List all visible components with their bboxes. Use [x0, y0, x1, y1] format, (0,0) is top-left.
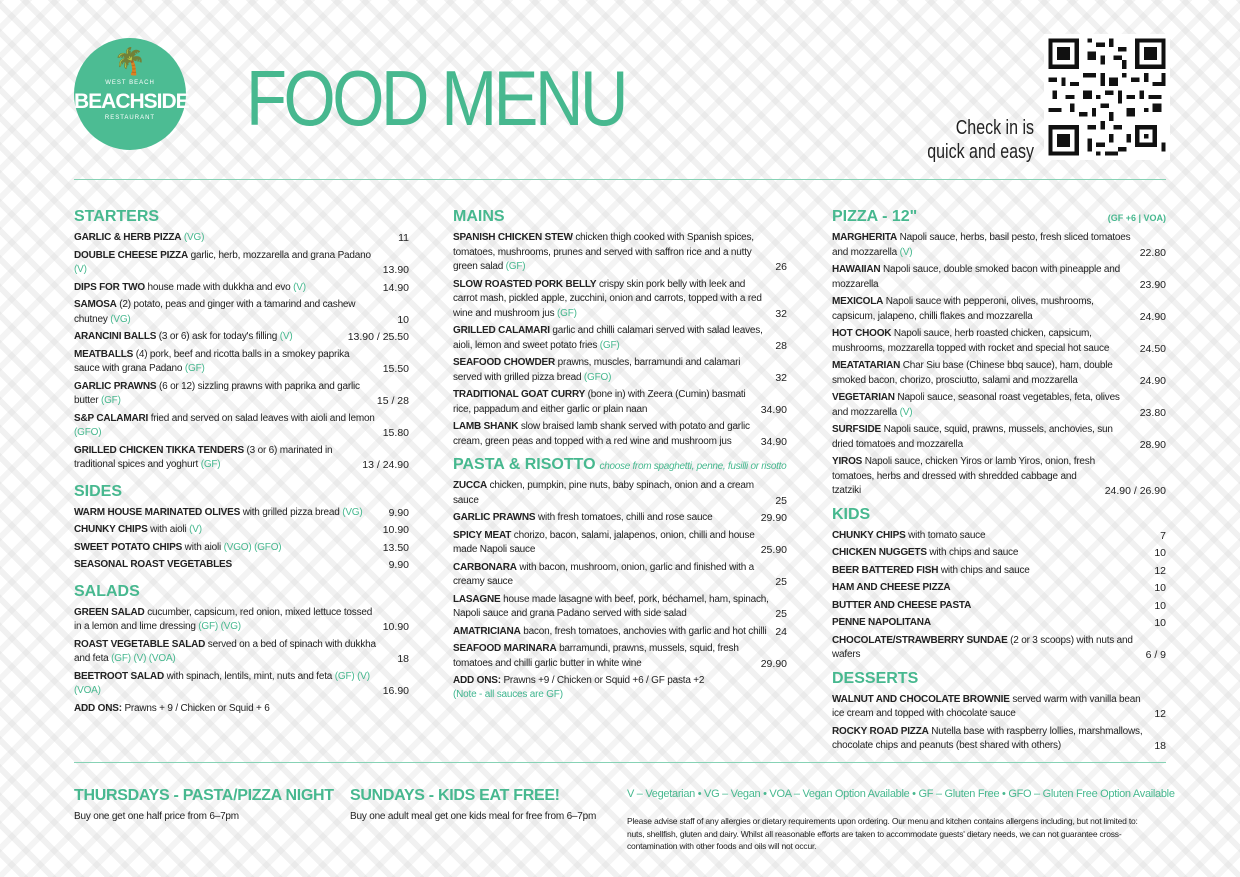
menu-item-detail: fried and served on salad leaves with aioli and lemon: [150, 412, 375, 424]
menu-item-price: 34.90: [760, 435, 787, 448]
menu-item-description: [832, 529, 1160, 544]
menu-item-name: GRILLED CHICKEN TIKKA TENDERS: [74, 444, 244, 456]
menu-item-price: 18: [397, 653, 409, 665]
section-heading-pizza: [832, 205, 1166, 231]
promo-thursday-text: Buy one get one half price from 6–7pm: [74, 811, 239, 822]
menu-item: [74, 541, 409, 556]
menu-item: [74, 523, 409, 538]
menu-item-detail: Napoli sauce, double smoked bacon with pineapple and mozzarella: [832, 264, 1120, 290]
menu-item: [453, 278, 787, 322]
menu-item-description: [453, 388, 761, 417]
menu-item-description: [453, 231, 775, 275]
menu-item: [74, 444, 409, 473]
dietary-tag: (V): [293, 281, 306, 293]
menu-item-description: [74, 249, 383, 278]
promo-thursday-heading: THURSDAYS - PASTA/PIZZA NIGHT: [74, 787, 334, 804]
menu-item-price: 13.90 / 25.50: [347, 331, 409, 343]
menu-item-name: MEATBALLS: [74, 348, 134, 360]
menu-item-detail: with fresh tomatoes, chilli and rose sauce: [538, 512, 713, 523]
menu-item-detail: Napoli sauce, seasonal roast vegetables, feta, olives and mozzarella: [832, 392, 1120, 418]
menu-item-name: SWEET POTATO CHIPS: [74, 541, 183, 553]
menu-item-name: SEAFOOD CHOWDER: [453, 357, 556, 368]
menu-item-detail: Napoli sauce, herbs, basil pesto, fresh sliced tomatoes and mozzarella: [832, 232, 1131, 258]
menu-item: [832, 634, 1166, 663]
section-heading-kids: KIDS: [832, 505, 871, 523]
menu-item-price: 16.90: [382, 685, 409, 697]
menu-item-name: YIROS: [832, 456, 863, 467]
menu-item-detail: chicken thigh cooked with Spanish spices, tomatoes, mushrooms, prunes and served with saffron rice and a nutty green salad: [453, 232, 754, 272]
menu-item: [832, 231, 1166, 260]
menu-item-name: BEETROOT SALAD: [74, 670, 164, 682]
column-middle: [453, 205, 787, 702]
menu-item: [832, 263, 1166, 292]
menu-item-price: 9.90: [388, 559, 409, 571]
dietary-tag: (GF) (VG): [198, 621, 241, 632]
dietary-tag: (GFO): [74, 427, 102, 438]
menu-item-detail: garlic, herb, mozzarella and grana Padano: [190, 249, 371, 261]
menu-item-detail: (6 or 12) sizzling prawns with paprika and garlic butter: [74, 380, 360, 406]
menu-item-name: BUTTER AND CHEESE PASTA: [832, 599, 972, 611]
menu-item: [832, 581, 1166, 596]
menu-item-detail: served on a bed of spinach with dukkha and feta: [74, 638, 376, 664]
menu-item-detail: house made with dukkha and evo: [147, 281, 291, 293]
menu-item: [74, 281, 409, 296]
menu-item-price: 26: [775, 261, 787, 273]
desserts-list: [832, 693, 1166, 754]
menu-item-price: 23.90: [1139, 278, 1166, 291]
menu-item-name: PENNE NAPOLITANA: [832, 617, 931, 628]
menu-item-price: 28.90: [1139, 438, 1166, 451]
qr-code-icon[interactable]: [1044, 34, 1170, 160]
menu-item-name: ARANCINI BALLS: [74, 331, 157, 342]
column-right: [832, 205, 1166, 757]
menu-item: [74, 606, 409, 635]
menu-item: [453, 479, 787, 508]
menu-item-description: [74, 231, 398, 246]
menu-item: [832, 391, 1166, 420]
salads-list: [74, 606, 409, 699]
dietary-tag: (V): [899, 406, 913, 418]
menu-item-detail: garlic and chilli calamari served with salad leaves, aioli, lemon and sweet potato fries: [453, 325, 763, 351]
pasta-list: [453, 479, 787, 671]
section-heading-desserts: DESSERTS: [832, 669, 919, 687]
menu-item-description: [453, 278, 775, 322]
menu-item-price: 12: [1154, 708, 1166, 720]
starters-list: [74, 231, 409, 473]
menu-item: [832, 295, 1166, 324]
menu-item-name: LASAGNE: [453, 593, 501, 605]
menu-item-price: 25: [775, 608, 787, 620]
menu-item-price: 10.90: [382, 524, 409, 536]
logo-name: BEACHSIDE: [74, 90, 189, 113]
menu-item-price: 13.50: [382, 541, 409, 554]
menu-item-detail: with spinach, lentils, mint, nuts and feta: [166, 670, 333, 682]
menu-item: [74, 298, 409, 327]
menu-item-price: 15.80: [382, 427, 409, 439]
menu-item-description: [453, 420, 761, 449]
menu-item-detail: Char Siu base (Chinese bbq sauce), ham, double smoked bacon, chorizo, prosciutto, salami and mozzarella: [832, 360, 1113, 386]
menu-item-description: [453, 324, 775, 353]
menu-item-detail: Napoli sauce, herb roasted chicken, capsicum, mushrooms, mozzarella topped with rocket and special hot sauce: [832, 328, 1110, 354]
menu-item-name: HAWAIIAN: [832, 264, 881, 275]
menu-item-name: LAMB SHANK: [453, 421, 519, 432]
menu-item-description: [832, 599, 1154, 614]
allergy-disclaimer: Please advise staff of any allergies or dietary requirements upon ordering. Our menu and kitchen contains allergens including, but not limited to: nuts, shellfish, gluten and dairy. Whilst all reasonable efforts are taken to accommodate guests' dietary needs, we can not guarantee cross-contamination with other foods and oils will not occur.: [627, 816, 1138, 851]
menu-item-description: [74, 606, 383, 635]
dietary-tag: (VG): [110, 313, 131, 325]
dietary-tag: (VG): [342, 506, 363, 518]
dietary-tag: (V): [279, 331, 293, 342]
menu-item: [453, 324, 787, 353]
menu-item: [832, 529, 1166, 544]
dietary-tag: (GF): [505, 261, 526, 272]
menu-item-detail: Napoli sauce, chicken Yiros or lamb Yiros, onion, fresh tomatoes, herbs and dressed with shredded cabbage and tzatziki: [832, 456, 1095, 496]
menu-item-name: MEATATARIAN: [832, 360, 901, 371]
addons-text: Prawns + 9 / Chicken or Squid + 6: [124, 702, 270, 714]
menu-item: [832, 423, 1166, 452]
menu-item: [453, 420, 787, 449]
dietary-tag: (GF) (V) (VOA): [74, 670, 370, 696]
menu-item-detail: with bacon, mushroom, onion, garlic and finished with a creamy sauce: [453, 561, 755, 587]
pasta-addons: [453, 674, 787, 688]
menu-item-name: SURFSIDE: [832, 424, 881, 435]
dietary-tag: (GF): [599, 339, 620, 351]
menu-item-detail: with chips and sauce: [929, 547, 1019, 558]
promo-thursday: [74, 787, 334, 822]
menu-item: [74, 330, 409, 345]
menu-item-price: 28: [775, 339, 787, 352]
menu-item-price: 12: [1154, 564, 1166, 577]
menu-item-detail: (2) potato, peas and ginger with a tamarind and cashew chutney: [74, 299, 356, 325]
dietary-tag: (GFO): [583, 371, 612, 383]
menu-item-name: ROAST VEGETABLE SALAD: [74, 638, 206, 650]
dietary-tag: (V): [74, 264, 87, 275]
menu-item-description: [832, 634, 1146, 663]
menu-item-description: [74, 670, 383, 699]
menu-item-name: MARGHERITA: [832, 232, 898, 243]
menu-item-detail: (4) pork, beef and ricotta balls in a smokey paprika sauce with grana Padano: [74, 348, 350, 374]
menu-item-description: [74, 558, 389, 573]
dietary-tag: (VG): [183, 232, 205, 243]
menu-item: [453, 642, 787, 671]
menu-item: [832, 693, 1166, 722]
menu-item-name: HAM AND CHEESE PIZZA: [832, 582, 951, 593]
checkin-line-2: quick and easy: [927, 141, 1034, 163]
menu-item-detail: (2 or 3 scoops) with nuts and wafers: [832, 634, 1133, 660]
menu-item: [832, 359, 1166, 388]
menu-item: [832, 725, 1166, 754]
menu-item: [74, 380, 409, 409]
menu-item-name: GARLIC PRAWNS: [74, 380, 157, 392]
restaurant-logo: [74, 38, 189, 150]
menu-item-detail: cucumber, capsicum, red onion, mixed lettuce tossed in a lemon and lime dressing: [74, 606, 373, 632]
menu-item-detail: barramundi, prawns, mussels, squid, fresh tomatoes and chilli garlic butter in white wine: [453, 643, 739, 669]
menu-item-price: 24.90 / 26.90: [1104, 485, 1166, 497]
bottom-divider: [74, 762, 1166, 763]
column-left: [74, 205, 409, 716]
menu-item-detail: with aioli: [150, 524, 187, 535]
menu-item-price: 13 / 24.90: [362, 459, 409, 471]
menu-item-detail: with tomato sauce: [908, 529, 986, 541]
menu-item-price: 6 / 9: [1145, 649, 1166, 661]
menu-item-name: DOUBLE CHEESE PIZZA: [74, 249, 188, 261]
menu-item-detail: served warm with vanilla bean ice cream and topped with chocolate sauce: [832, 693, 1141, 719]
top-divider: [74, 179, 1166, 180]
menu-item-price: 25: [775, 494, 787, 507]
menu-item-name: CHUNKY CHIPS: [74, 524, 148, 535]
menu-item-name: MEXICOLA: [832, 296, 884, 307]
menu-item-price: 10: [397, 313, 409, 326]
menu-item: [453, 356, 787, 385]
menu-item-price: 32: [775, 371, 787, 384]
menu-item-price: 10: [1154, 547, 1166, 559]
menu-item-price: 7: [1160, 529, 1166, 542]
addons-label: ADD ONS:: [74, 702, 122, 714]
section-heading-starters: STARTERS: [74, 208, 160, 225]
menu-item-name: WALNUT AND CHOCOLATE BROWNIE: [832, 693, 1010, 705]
menu-item-name: DIPS FOR TWO: [74, 281, 145, 293]
menu-item-detail: slow braised lamb shank served with potato and garlic cream, green peas and topped with a red wine and mushroom jus: [453, 421, 750, 447]
dietary-tag: (GF) (V) (VOA): [111, 653, 176, 664]
menu-item-description: [832, 423, 1140, 452]
menu-item: [74, 638, 409, 667]
menu-item-detail: house made lasagne with beef, pork, béchamel, ham, spinach, Napoli sauce and grana Padano served with side salad: [453, 593, 769, 619]
menu-item-description: [832, 693, 1154, 722]
menu-item: [453, 561, 787, 590]
menu-item-detail: with grilled pizza bread: [242, 506, 340, 518]
menu-item-description: [74, 380, 377, 409]
menu-item-name: BEER BATTERED FISH: [832, 564, 939, 576]
menu-item-price: 10: [1154, 617, 1166, 629]
menu-item-description: [74, 348, 383, 377]
menu-item-detail: Nutella base with raspberry lollies, marshmallows, chocolate chips and peanuts (best shared with others): [832, 725, 1143, 751]
pizza-list: [832, 231, 1166, 499]
menu-item: [74, 249, 409, 278]
palm-tree-icon: 🌴: [113, 46, 147, 76]
menu-item-description: [74, 523, 383, 538]
menu-item-description: [832, 581, 1154, 596]
dietary-tag: (GF): [100, 395, 121, 406]
menu-item-price: 34.90: [760, 403, 787, 416]
menu-item-price: 29.90: [760, 512, 787, 524]
menu-item-name: CHUNKY CHIPS: [832, 529, 906, 541]
menu-item-description: [453, 511, 761, 526]
dietary-tag: (V): [899, 246, 913, 258]
menu-item-name: CHOCOLATE/STRAWBERRY SUNDAE: [832, 634, 1008, 646]
menu-item-description: [453, 593, 775, 622]
menu-item-description: [832, 391, 1140, 420]
menu-item-name: CHICKEN NUGGETS: [832, 547, 927, 558]
menu-item-description: [832, 295, 1140, 324]
menu-item-price: 9.90: [388, 506, 409, 519]
dietary-tag: (GF): [557, 307, 577, 319]
menu-item: [74, 506, 409, 521]
menu-item-price: 24.90: [1139, 310, 1166, 323]
menu-item-description: [74, 506, 389, 521]
menu-item-name: GARLIC & HERB PIZZA: [74, 232, 182, 243]
pasta-heading-text: PASTA & RISOTTO: [453, 456, 596, 473]
menu-item-price: 15 / 28: [376, 395, 409, 407]
menu-item: [453, 511, 787, 526]
logo-top-text: WEST BEACH: [105, 80, 155, 86]
menu-item: [832, 327, 1166, 356]
pizza-heading-text: PIZZA - 12": [832, 208, 918, 225]
menu-item-description: [832, 231, 1140, 260]
menu-item-price: 13.90: [382, 264, 409, 276]
menu-item: [832, 564, 1166, 579]
menu-item-detail: Napoli sauce, squid, prawns, mussels, anchovies, sun dried tomatoes and mozzarella: [832, 424, 1113, 450]
section-heading-mains: MAINS: [453, 208, 505, 225]
menu-item-detail: chorizo, bacon, salami, jalapenos, onion, chilli and house made Napoli sauce: [453, 529, 755, 555]
sauce-note: (Note - all sauces are GF): [453, 689, 563, 700]
section-heading-pasta: [453, 453, 787, 479]
promo-sunday-heading: SUNDAYS - KIDS EAT FREE!: [350, 787, 560, 804]
promo-sunday-text: Buy one adult meal get one kids meal for free from 6–7pm: [350, 811, 597, 822]
menu-item-price: 24.90: [1139, 374, 1166, 387]
menu-item-price: 22.80: [1139, 246, 1166, 259]
menu-item: [74, 412, 409, 441]
menu-item-name: TRADITIONAL GOAT CURRY: [453, 389, 586, 400]
menu-item-price: 10.90: [382, 621, 409, 633]
menu-item-price: 15.50: [382, 363, 409, 375]
menu-item-description: [832, 327, 1140, 356]
menu-item: [832, 455, 1166, 499]
menu-item-detail: (bone in) with Zeera (Cumin) basmati rice, pappadum and either garlic or plain naan: [453, 389, 746, 415]
menu-item-name: WARM HOUSE MARINATED OLIVES: [74, 506, 241, 518]
promo-sunday: [350, 787, 610, 822]
menu-item-name: HOT CHOOK: [832, 328, 892, 339]
menu-item-name: ROCKY ROAD PIZZA: [832, 725, 929, 737]
menu-item-description: [832, 359, 1140, 388]
menu-item-description: [74, 298, 397, 327]
menu-item-description: [832, 725, 1154, 754]
dietary-tag: (GF): [200, 459, 221, 470]
menu-item-name: AMATRICIANA: [453, 625, 521, 637]
menu-item-description: [74, 281, 383, 296]
menu-item: [832, 616, 1166, 631]
menu-item: [453, 529, 787, 558]
menu-item-description: [74, 541, 383, 556]
menu-item-price: 11: [398, 232, 409, 244]
menu-item-price: 32: [775, 307, 787, 320]
menu-item-name: VEGETARIAN: [832, 392, 895, 403]
menu-item-detail: (3 or 6) marinated in traditional spices and yoghurt: [74, 444, 333, 470]
menu-item-description: [453, 529, 761, 558]
menu-item: [832, 546, 1166, 561]
addons-label: ADD ONS:: [453, 675, 501, 686]
menu-item-name: SPICY MEAT: [453, 529, 512, 541]
menu-item-detail: prawns, muscles, barramundi and calamari served with grilled pizza bread: [453, 357, 741, 383]
sides-list: [74, 506, 409, 573]
menu-item-name: SLOW ROASTED PORK BELLY: [453, 278, 597, 290]
dietary-legend: V – Vegetarian • VG – Vegan • VOA – Vegan Option Available • GF – Gluten Free • GFO – Gluten Free Option Available: [627, 788, 1175, 800]
menu-item-detail: with chips and sauce: [940, 564, 1030, 576]
menu-item-description: [832, 455, 1105, 499]
menu-item: [453, 231, 787, 275]
pizza-gf-note: (GF +6 | VOA): [1107, 213, 1166, 223]
menu-item-description: [453, 561, 775, 590]
menu-item-name: SEASONAL ROAST VEGETABLES: [74, 559, 232, 570]
menu-item: [74, 670, 409, 699]
menu-item-name: GRILLED CALAMARI: [453, 325, 550, 336]
checkin-line-1: Check in is: [955, 117, 1034, 139]
menu-item: [453, 625, 787, 640]
menu-item-price: 10: [1154, 599, 1166, 612]
menu-item-detail: bacon, fresh tomatoes, anchovies with garlic and hot chilli: [523, 625, 767, 637]
menu-item-name: GREEN SALAD: [74, 606, 145, 618]
menu-item-description: [74, 330, 348, 345]
menu-item-detail: Napoli sauce with pepperoni, olives, mushrooms, capsicum, jalapeno, chilli flakes and mozzarella: [832, 296, 1094, 322]
menu-item-price: 14.90: [382, 281, 409, 294]
menu-item-name: SEAFOOD MARINARA: [453, 643, 557, 654]
menu-item-description: [832, 564, 1154, 579]
menu-item-name: CARBONARA: [453, 561, 517, 573]
menu-item-name: ZUCCA: [453, 480, 487, 491]
kids-list: [832, 529, 1166, 663]
mains-list: [453, 231, 787, 449]
menu-item-name: SAMOSA: [74, 299, 117, 310]
menu-item-description: [832, 616, 1154, 631]
menu-item-description: [74, 638, 397, 667]
menu-item-price: 23.80: [1139, 406, 1166, 419]
menu-item-detail: (3 or 6) ask for today's filling: [158, 331, 278, 342]
menu-item: [832, 599, 1166, 614]
dietary-tag: (V): [189, 524, 202, 535]
menu-item-price: 24.50: [1139, 342, 1166, 355]
menu-item-description: [832, 263, 1140, 292]
dietary-tag: (GF): [184, 363, 205, 374]
checkin-text: [927, 116, 1034, 164]
section-heading-salads: SALADS: [74, 582, 140, 600]
page-title: FOOD MENU: [246, 54, 625, 142]
dietary-tag: (VGO) (GFO): [223, 541, 282, 553]
menu-item-description: [832, 546, 1154, 561]
salads-addons: [74, 702, 409, 716]
menu-item-description: [453, 625, 775, 640]
logo-bottom-text: RESTAURANT: [104, 115, 156, 121]
pasta-note: choose from spaghetti, penne, fusilli or risotto: [599, 461, 787, 472]
menu-item-description: [74, 412, 383, 441]
section-heading-sides: SIDES: [74, 482, 123, 500]
menu-item-price: 24: [775, 625, 787, 638]
menu-item-price: 10: [1154, 582, 1166, 594]
menu-item-detail: with aioli: [184, 541, 222, 553]
menu-item: [453, 593, 787, 622]
menu-item-name: SPANISH CHICKEN STEW: [453, 232, 573, 243]
menu-item: [453, 388, 787, 417]
menu-item-description: [453, 356, 775, 385]
menu-item-price: 18: [1154, 740, 1166, 752]
menu-item-price: 29.90: [760, 657, 787, 670]
menu-item-name: S&P CALAMARI: [74, 412, 149, 424]
menu-item-price: 25: [775, 576, 787, 588]
menu-item-description: [74, 444, 362, 473]
menu-item-price: 25.90: [760, 544, 787, 556]
menu-item-detail: crispy skin pork belly with leek and carrot mash, pickled apple, zucchini, onion and carrots, topped with a red wine and mushroom jus: [453, 278, 762, 319]
addons-text: Prawns +9 / Chicken or Squid +6 / GF pasta +2: [503, 675, 705, 686]
menu-item: [74, 558, 409, 573]
menu-item-name: GARLIC PRAWNS: [453, 512, 536, 523]
menu-item: [74, 231, 409, 246]
menu-item-description: [453, 642, 761, 671]
menu-item-detail: chicken, pumpkin, pine nuts, baby spinach, onion and a cream sauce: [453, 480, 754, 506]
menu-item-description: [453, 479, 775, 508]
menu-item: [74, 348, 409, 377]
